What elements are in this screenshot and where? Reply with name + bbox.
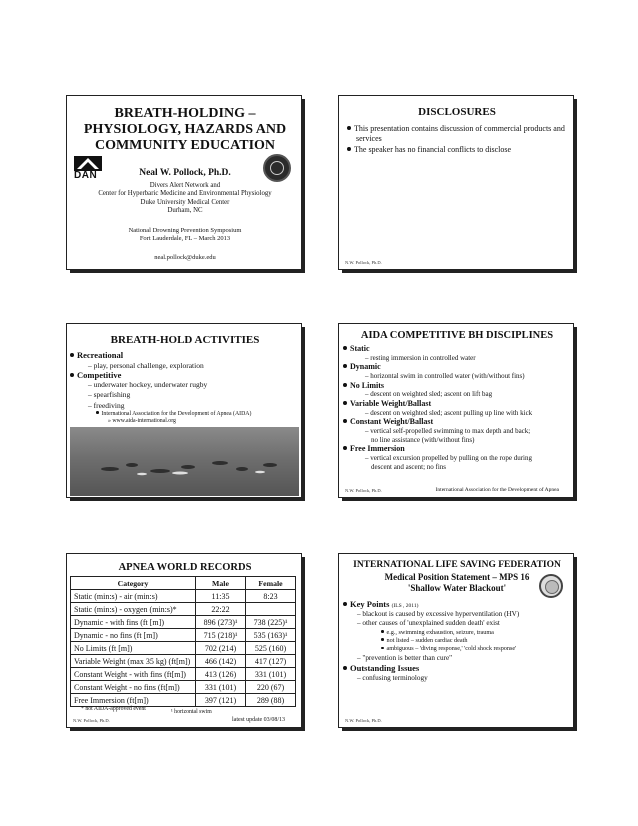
key-point-1: – blackout is caused by excessive hyperventilation (HV) — [357, 609, 520, 618]
record-female: 289 (88) — [246, 694, 296, 707]
record-category: No Limits (ft [m]) — [71, 642, 196, 655]
slide4-title: AIDA COMPETITIVE BH DISCIPLINES — [360, 330, 554, 341]
aida-website: » www.aida-international.org — [108, 418, 176, 425]
event-line-1: National Drowning Prevention Symposium — [128, 227, 242, 234]
competitive-item-2: – spearfishing — [88, 390, 131, 400]
table-row — [71, 603, 296, 616]
bullet-competitive: Competitive — [70, 370, 300, 381]
record-female — [246, 603, 296, 616]
record-category: Static (min:s) - oxygen (min:s)* — [71, 603, 196, 616]
table-row — [71, 616, 296, 629]
record-female: 331 (101) — [246, 668, 296, 681]
discipline-variable-weight: Variable Weight/Ballast – descent on weighted sled; ascent pulling up line with kick — [343, 399, 573, 417]
competitive-item-1: – underwater hockey, underwater rugby — [88, 380, 208, 390]
slide6-title-3: 'Shallow Water Blackout' — [407, 583, 507, 593]
aida-item: International Association for the Development of Apnea (AIDA) — [70, 411, 300, 419]
record-female: 8:23 — [246, 590, 296, 603]
record-category: Free Immersion (ft[m]) — [71, 694, 196, 707]
disclosure-bullet-2: The speaker has no financial conflicts to disclose — [347, 145, 569, 155]
slide5-title: APNEA WORLD RECORDS — [118, 562, 252, 573]
slide-apnea-records — [66, 553, 302, 728]
freedivers-photo — [70, 427, 299, 496]
record-category: Constant Weight - no fins (ft[m]) — [71, 681, 196, 694]
record-female: 220 (67) — [246, 681, 296, 694]
note-horizontal: ¹ horizontal swim — [171, 709, 212, 715]
record-female: 525 (160) — [246, 642, 296, 655]
record-male: 397 (121) — [196, 694, 246, 707]
dan-logo-text: DAN — [74, 170, 98, 181]
record-male: 715 (218)¹ — [196, 629, 246, 642]
slide-footer: N.W. Pollock, Ph.D. — [73, 718, 110, 723]
header-male: Male — [196, 577, 246, 590]
record-female: 417 (127) — [246, 655, 296, 668]
affiliation-line-4: Durham, NC — [167, 207, 203, 215]
record-male: 22:22 — [196, 603, 246, 616]
slide-ilsf-statement — [338, 553, 574, 728]
freedivers-photo-graphic — [70, 427, 299, 496]
bullet-recreational: Recreational — [70, 350, 300, 361]
affiliation-line-3: Duke University Medical Center — [140, 198, 230, 206]
slide2-title: DISCLOSURES — [418, 106, 496, 118]
latest-update: latest update 03/08/13 — [232, 717, 285, 723]
header-category: Category — [71, 577, 196, 590]
note-not-aida: * not AIDA-approved event — [81, 706, 146, 712]
slide-title — [66, 95, 302, 270]
outstanding-issues-heading: Outstanding Issues — [343, 663, 573, 674]
table-header-row — [71, 577, 296, 590]
sub-point-3: ambiguous – 'diving response,' 'cold shock response' — [343, 645, 573, 653]
record-male: 413 (126) — [196, 668, 246, 681]
slide6-title-2: Medical Position Statement – MPS 16 — [384, 572, 530, 582]
key-point-2: – other causes of 'unexplained sudden death' exist — [357, 619, 500, 628]
records-table — [70, 576, 296, 707]
record-male: 11:35 — [196, 590, 246, 603]
event-line-2: Fort Lauderdale, FL – March 2013 — [139, 235, 231, 243]
table-row — [71, 694, 296, 707]
record-male: 896 (273)¹ — [196, 616, 246, 629]
slide-disclosures — [338, 95, 574, 270]
key-point-3: – "prevention is better than cure" — [357, 653, 453, 662]
ilsf-logo — [539, 574, 563, 598]
affiliation-line-2: Center for Hyperbaric Medicine and Environmental Physiology — [98, 190, 272, 198]
record-category: Dynamic - with fins (ft [m]) — [71, 616, 196, 629]
disclosure-bullet-1: This presentation contains discussion of commercial products and services — [347, 124, 569, 143]
record-female: 535 (163)¹ — [246, 629, 296, 642]
competitive-item-3: – freediving — [88, 400, 125, 410]
outstanding-issue-1: – confusing terminology — [357, 674, 428, 683]
table-row — [71, 629, 296, 642]
slide6-title-1: INTERNATIONAL LIFE SAVING FEDERATION — [353, 560, 561, 570]
sub-point-2: not listed – sudden cardiac death — [343, 637, 573, 645]
aida-credit: International Association for the Development of Apnea — [435, 487, 559, 493]
author-email: neal.pollock@duke.edu — [154, 254, 216, 261]
table-row — [71, 668, 296, 681]
affiliation-line-1: Divers Alert Network and — [149, 182, 221, 189]
record-female: 738 (225)¹ — [246, 616, 296, 629]
discipline-constant-weight: Constant Weight/Ballast – vertical self-propelled swimming to max depth and back; no line assistance (with/without fins) — [343, 417, 573, 444]
slide-footer: N.W. Pollock, Ph.D. — [345, 718, 382, 723]
record-category: Dynamic - no fins (ft [m]) — [71, 629, 196, 642]
author-name: Neal W. Pollock, Ph.D. — [139, 168, 231, 178]
record-category: Variable Weight (max 35 kg) (ft[m]) — [71, 655, 196, 668]
discipline-dynamic: Dynamic – horizontal swim in controlled water (with/without fins) — [343, 362, 573, 380]
slide1-title: BREATH-HOLDING – PHYSIOLOGY, HAZARDS AND COMMUNITY EDUCATION — [83, 106, 287, 154]
table-row — [71, 655, 296, 668]
record-category: Constant Weight - with fins (ft[m]) — [71, 668, 196, 681]
discipline-free-immersion: Free Immersion – vertical excursion propelled by pulling on the rope during descent and ascent; no fins — [343, 444, 573, 471]
slide3-title: BREATH-HOLD ACTIVITIES — [110, 334, 260, 346]
recreational-detail: – play, personal challenge, exploration — [88, 360, 204, 370]
record-category: Static (min:s) - air (min:s) — [71, 590, 196, 603]
record-male: 466 (142) — [196, 655, 246, 668]
key-points-heading: Key Points (ILS , 2011) — [343, 599, 573, 610]
table-row — [71, 681, 296, 694]
record-male: 702 (214) — [196, 642, 246, 655]
table-row — [71, 590, 296, 603]
slide-footer: N.W. Pollock, Ph.D. — [345, 488, 382, 493]
header-female: Female — [246, 577, 296, 590]
discipline-static: Static – resting immersion in controlled water — [343, 344, 573, 362]
record-male: 331 (101) — [196, 681, 246, 694]
slide-footer: N.W. Pollock, Ph.D. — [345, 260, 382, 265]
sub-point-1: e.g., swimming exhaustion, seizure, trauma — [343, 629, 573, 637]
discipline-no-limits: No Limits – descent on weighted sled; ascent on lift bag — [343, 381, 573, 399]
slide-aida-disciplines — [338, 323, 574, 498]
slide-breath-hold-activities — [66, 323, 302, 498]
table-row — [71, 642, 296, 655]
